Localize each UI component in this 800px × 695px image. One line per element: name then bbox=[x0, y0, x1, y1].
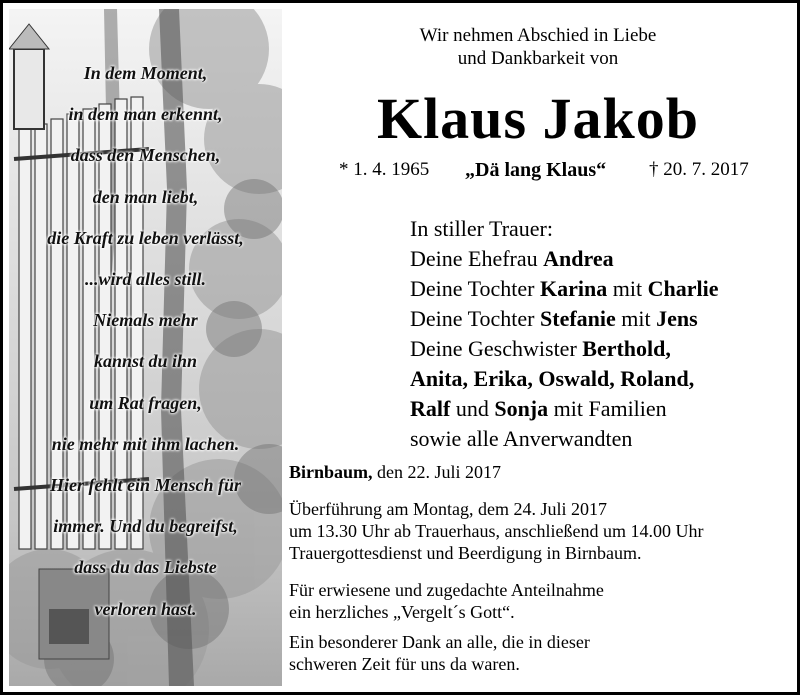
closing-line: Ein besonderer Dank an alle, die in dieser bbox=[289, 632, 590, 652]
poem-line: Hier fehlt ein Mensch für bbox=[49, 475, 241, 495]
thanks-line: Für erwiesene und zugedachte Anteilnahme bbox=[289, 580, 604, 600]
mourner-relation: Deine Geschwister bbox=[410, 336, 583, 361]
nickname: „Dä lang Klaus“ bbox=[465, 159, 607, 181]
deceased-name: Klaus Jakob bbox=[376, 86, 700, 151]
transfer-line: Trauergottesdienst und Beerdigung in Birnbaum. bbox=[289, 543, 642, 563]
mourner-name: Sonja bbox=[494, 396, 549, 421]
mourner-relation: und bbox=[450, 396, 495, 421]
mourner-name: Jens bbox=[656, 306, 698, 331]
poem-line: verloren hast. bbox=[94, 598, 197, 619]
birth-date: * 1. 4. 1965 bbox=[339, 159, 430, 180]
thanks-line: ein herzliches „Vergelt´s Gott“. bbox=[289, 602, 515, 622]
mourner-line bbox=[410, 394, 718, 424]
mourner-relation: Deine Tochter bbox=[410, 276, 541, 301]
poem-line: dass den Menschen, bbox=[70, 145, 221, 166]
poem-line: die Kraft zu leben verlässt, bbox=[47, 227, 244, 248]
mourner-name: Ralf bbox=[410, 396, 451, 421]
poem-line: nie mehr mit ihm lachen. bbox=[51, 433, 240, 454]
mourner-relation: mit bbox=[615, 306, 657, 331]
mourner-relation: mit Familien bbox=[548, 396, 667, 421]
intro-line: und Dankbarkeit von bbox=[457, 48, 619, 69]
mourner-line bbox=[410, 334, 718, 364]
mourner-line bbox=[410, 274, 718, 304]
mourner-line bbox=[410, 244, 718, 274]
poem-line: In dem Moment, bbox=[83, 63, 208, 83]
mourner-line bbox=[410, 304, 718, 334]
intro-line: Wir nehmen Abschied in Liebe bbox=[419, 25, 657, 46]
notice-text-column bbox=[282, 0, 794, 689]
mourner-name: Stefanie bbox=[540, 306, 616, 331]
mourners-list bbox=[410, 214, 718, 454]
mourner-name: Charlie bbox=[647, 276, 719, 301]
memorial-photo bbox=[9, 9, 282, 686]
mourner-relation: Deine Tochter bbox=[410, 306, 541, 331]
mourner-line bbox=[410, 364, 718, 394]
poem-line: um Rat fragen, bbox=[89, 392, 202, 413]
mourners-heading: In stiller Trauer: bbox=[410, 216, 553, 241]
poem-line: Niemals mehr bbox=[93, 310, 198, 331]
thanks-info bbox=[289, 579, 604, 623]
mourner-line bbox=[410, 424, 718, 454]
poem-line: in dem man erkennt, bbox=[68, 104, 223, 125]
mourner-name: Anita, Erika, Oswald, Roland, bbox=[410, 366, 695, 391]
intro-text bbox=[282, 24, 794, 70]
poem-line: ...wird alles still. bbox=[84, 269, 207, 289]
mourner-relation: mit bbox=[607, 276, 648, 301]
place-date bbox=[289, 461, 501, 483]
place: Birnbaum, bbox=[289, 462, 373, 482]
poem-line: dass du das Liebste bbox=[74, 557, 217, 578]
mourner-relation: Deine Ehefrau bbox=[410, 246, 544, 271]
date: den 22. Juli 2017 bbox=[372, 462, 502, 482]
mourner-name: Andrea bbox=[543, 246, 614, 271]
death-date: † 20. 7. 2017 bbox=[649, 159, 749, 180]
poem-line: immer. Und du begreifst, bbox=[53, 516, 238, 537]
transfer-info bbox=[289, 498, 703, 564]
mourner-name: Berthold, bbox=[582, 336, 671, 361]
transfer-line: Überführung am Montag, dem 24. Juli 2017 bbox=[289, 499, 607, 519]
transfer-line: um 13.30 Uhr ab Trauerhaus, anschließend um 14.00 Uhr bbox=[289, 521, 704, 541]
poem-line: den man liebt, bbox=[92, 186, 199, 207]
closing-line: schweren Zeit für uns da waren. bbox=[289, 654, 520, 674]
mourner-relation: sowie alle Anverwandten bbox=[410, 426, 633, 451]
mourner-name: Karina bbox=[540, 276, 608, 301]
poem-line: kannst du ihn bbox=[93, 351, 198, 372]
closing-info bbox=[289, 631, 590, 675]
